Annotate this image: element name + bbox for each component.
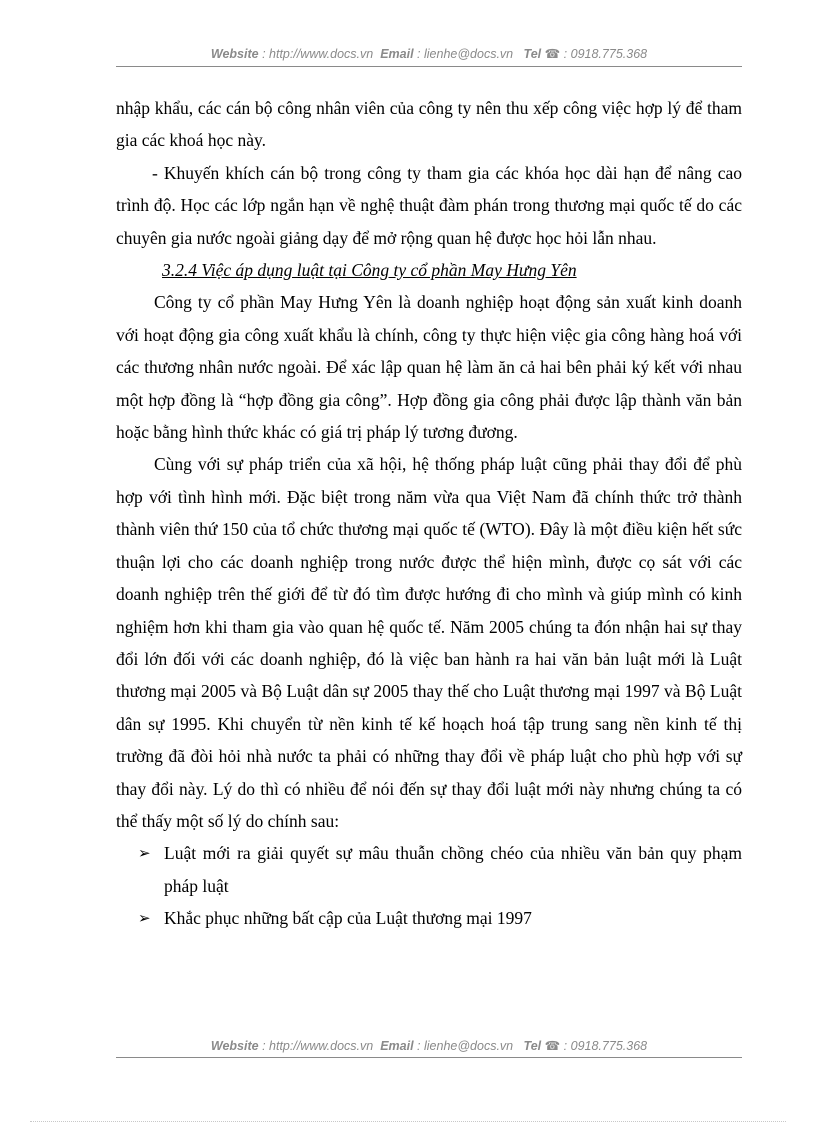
paragraph-training-recommendation: - Khuyến khích cán bộ trong công ty tham gia các khóa học dài hạn để nâng cao trình độ. Học các lớp ngắn hạn về nghệ thuật đàm phán trong thương mại quốc tế do các chuyên gia nước ngoài giảng dạy để mở rộng quan hệ được học hỏi lẫn nhau. (116, 162, 742, 248)
bullet-text: Khắc phục những bất cập của Luật thương mại 1997 (164, 908, 532, 929)
footer-website-label: Website (210, 1039, 259, 1053)
bullet-item (116, 837, 742, 902)
header-email-value: : lienhe@docs.vn (417, 47, 514, 61)
arrowhead-bullet-icon: ➢ (138, 844, 151, 863)
footer-website-value: : http://www.docs.vn (262, 1039, 374, 1053)
page-bottom-dotted-border (30, 1121, 786, 1122)
paragraph-continued: nhập khẩu, các cán bộ công nhân viên của công ty nên thu xếp công việc hợp lý để tham gia các khoá học này. (116, 98, 742, 151)
footer-tel-label: Tel (523, 1039, 542, 1053)
footer-tel-value: ☎ : 0918.775.368 (544, 1039, 648, 1053)
header-tel-label: Tel (523, 47, 542, 61)
footer-email-label: Email (380, 1039, 414, 1053)
header-website-label: Website (210, 47, 259, 61)
document-body (116, 92, 742, 935)
section-heading: 3.2.4 Việc áp dụng luật tại Công ty cổ phần May Hưng Yên (162, 260, 577, 281)
page-header (116, 46, 742, 61)
bullet-item (116, 902, 742, 934)
page-footer (116, 1038, 742, 1053)
header-tel-value: ☎ : 0918.775.368 (544, 47, 648, 61)
header-email-label: Email (380, 47, 414, 61)
arrowhead-bullet-icon: ➢ (138, 909, 151, 928)
paragraph-legal-changes: Cùng với sự pháp triển của xã hội, hệ thống pháp luật cũng phải thay đổi để phù hợp với tình hình mới. Đặc biệt trong năm vừa qua Việt Nam đã chính thức trở thành thành viên thứ 150 của tổ chức thương mại quốc tế (WTO). Đây là một điều kiện hết sức thuận lợi cho các doanh nghiệp trong nước được thể hiện mình, được cọ sát với các doanh nghiệp trên thế giới để từ đó tìm được hướng đi cho mình và giúp mình có kinh nghiệm hơn khi tham gia vào quan hệ quốc tế. Năm 2005 chúng ta đón nhận hai sự thay đổi lớn đối với các doanh nghiệp, đó là việc ban hành ra hai văn bản luật mới là Luật thương mại 2005 và Bộ Luật dân sự 2005 thay thế cho Luật thương mại 1997 và Bộ Luật dân sự 1995. Khi chuyển từ nền kinh tế kế hoạch hoá tập trung sang nền kinh tế thị trường đã đòi hỏi nhà nước ta phải có những thay đổi về pháp luật cho phù hợp với sự thay đổi này. Lý do thì có nhiều để nói đến sự thay đổi luật mới này nhưng chúng ta có thể thấy một số lý do chính sau: (116, 454, 742, 831)
paragraph-company-intro: Công ty cổ phần May Hưng Yên là doanh nghiệp hoạt động sản xuất kinh doanh với hoạt động gia công xuất khẩu là chính, công ty thực hiện việc gia công hàng hoá với các thương nhân nước ngoài. Để xác lập quan hệ làm ăn cả hai bên phải ký kết với nhau một hợp đồng là “hợp đồng gia công”. Hợp đồng gia công phải được lập thành văn bản hoặc bằng hình thức khác có giá trị pháp lý tương đương. (116, 292, 742, 443)
header-website-value: : http://www.docs.vn (262, 47, 374, 61)
bullet-text: Luật mới ra giải quyết sự mâu thuẫn chồng chéo của nhiều văn bản quy phạm pháp luật (164, 843, 742, 896)
footer-email-value: : lienhe@docs.vn (417, 1039, 514, 1053)
header-divider (116, 66, 742, 67)
footer-divider (116, 1057, 742, 1058)
